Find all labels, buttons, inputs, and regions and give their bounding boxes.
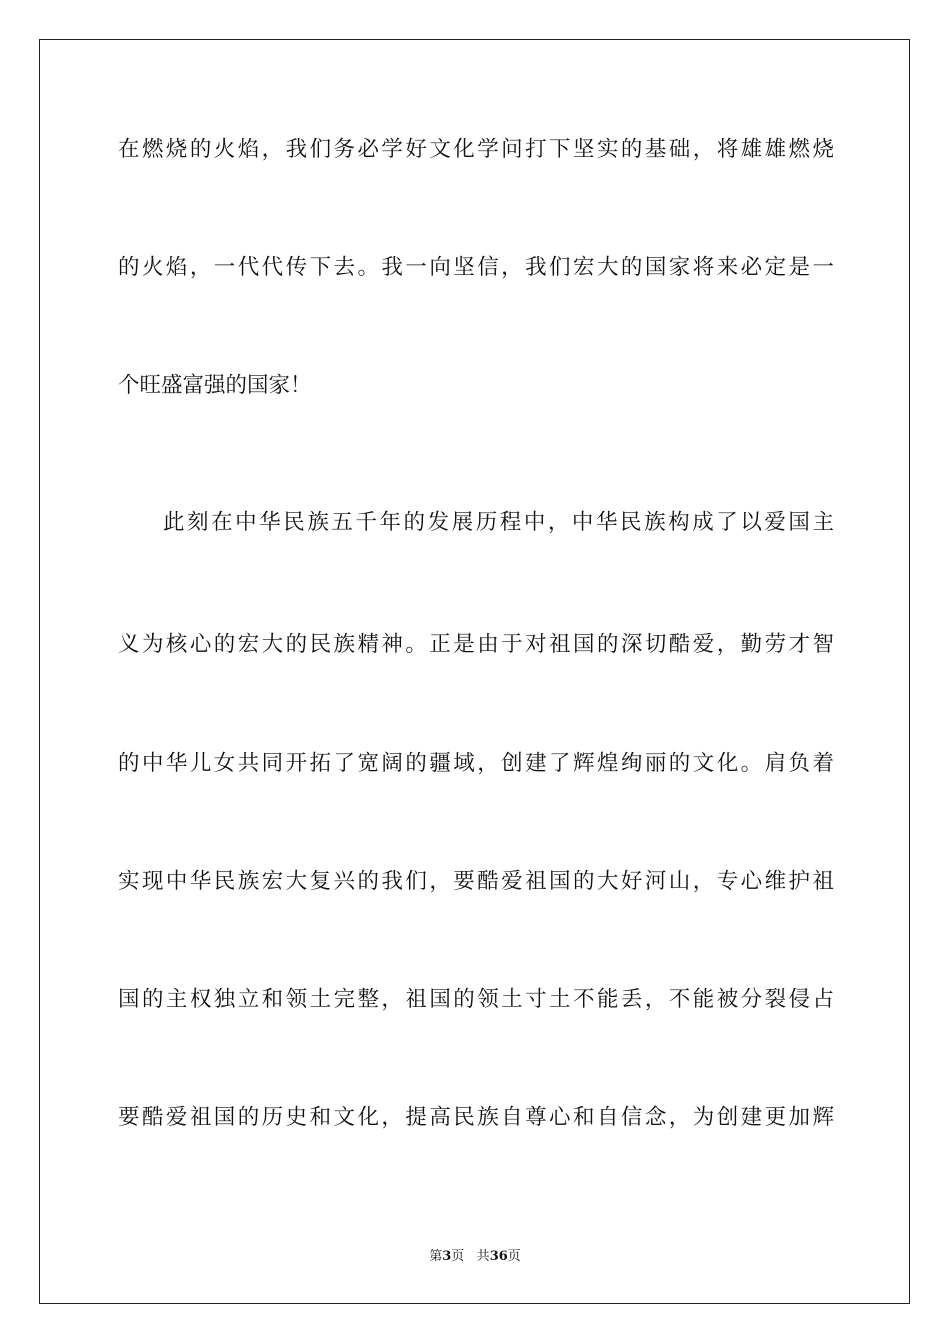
body-line-7: 实现中华民族宏大复兴的我们，要酷爱祖国的大好河山，专心维护祖 [118, 869, 834, 894]
body-line-3: 个旺盛富强的国家！ [118, 373, 312, 398]
footer-total-pages: 36 [489, 1249, 508, 1264]
footer-prefix: 第 [429, 1249, 443, 1264]
body-line-8: 国的主权独立和领土完整，祖国的领土寸土不能丢，不能被分裂侵占 [118, 987, 834, 1012]
body-line-9: 要酷爱祖国的历史和文化，提高民族自尊心和自信念，为创建更加辉 [118, 1105, 834, 1130]
page-footer [0, 1248, 950, 1266]
body-line-6: 的中华儿女共同开拓了宽阔的疆域，创建了辉煌绚丽的文化。肩负着 [118, 751, 834, 776]
body-line-2: 的火焰，一代代传下去。我一向坚信，我们宏大的国家将来必定是一 [118, 255, 834, 280]
footer-page-number: 3 [442, 1249, 452, 1264]
body-line-4: 此刻在中华民族五千年的发展历程中，中华民族构成了以爱国主 [163, 510, 834, 535]
body-line-1: 在燃烧的火焰，我们务必学好文化学问打下坚实的基础，将雄雄燃烧 [118, 137, 834, 162]
body-line-5: 义为核心的宏大的民族精神。正是由于对祖国的深切酷爱，勤劳才智 [118, 632, 834, 657]
footer-total-suffix: 页 [507, 1249, 521, 1264]
footer-page-suffix: 页 [451, 1249, 465, 1264]
footer-total-prefix: 共 [476, 1249, 490, 1264]
